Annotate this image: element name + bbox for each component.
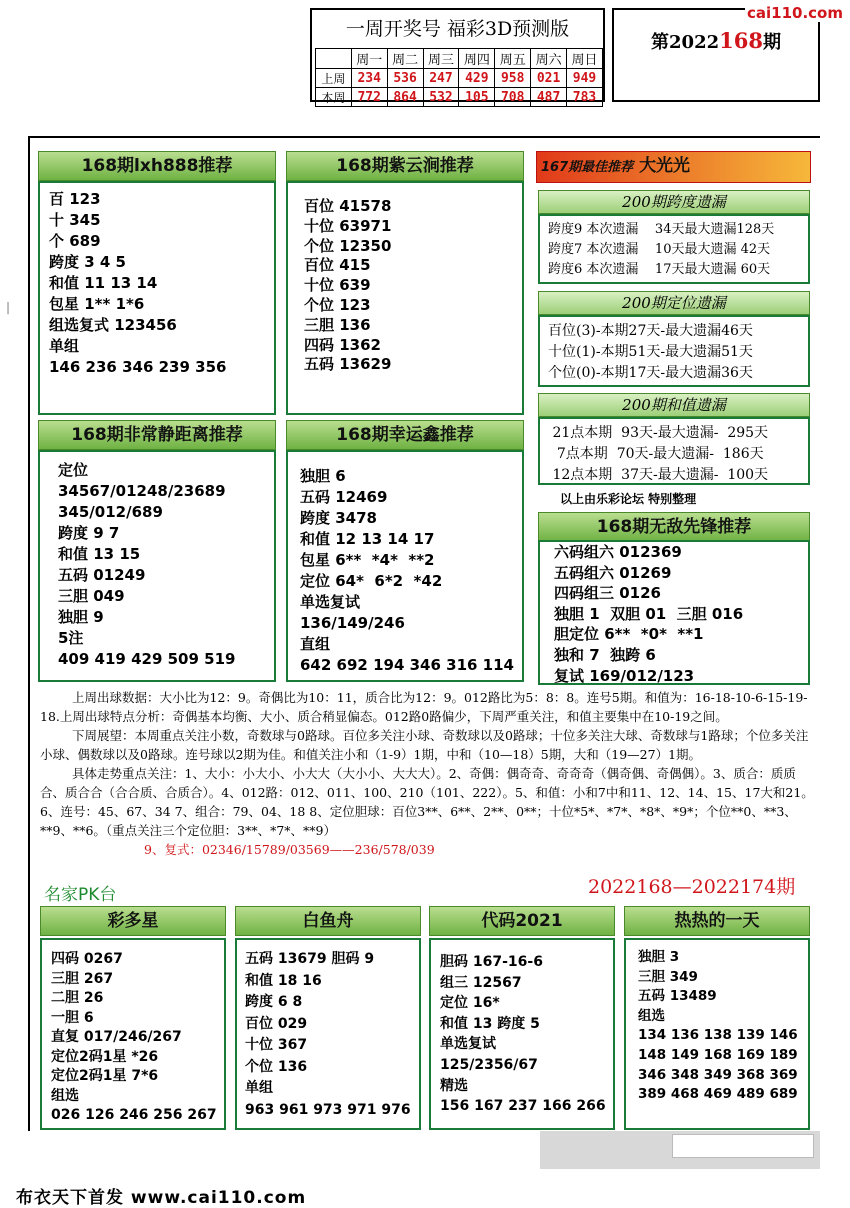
best-recommend-title: 167期最佳推荐 大光光 <box>536 151 811 183</box>
row-label: 本周 <box>316 88 352 107</box>
sum-miss-title: 200期和值遗漏 <box>538 393 810 417</box>
draw-number: 234 <box>351 69 387 88</box>
draw-number: 864 <box>387 88 423 107</box>
draw-number: 949 <box>567 69 603 88</box>
day-header: 周日 <box>567 49 603 69</box>
day-header: 周一 <box>351 49 387 69</box>
credit-note: 以上由乐彩论坛 特别整理 <box>560 492 697 506</box>
panel-content: 六码组六 012369 五码组六 01269 四码组三 0126 独胆 1 双胆 01 三胆 016 胆定位 6** *0* **1 独和 7 独跨 6 复试 169/012/123 <box>538 540 810 685</box>
pk-panel-content: 四码 0267 三胆 267 二胆 26 一胆 6 直复 017/246/267 定位2码1星 *26 定位2码1星 7*6 组选 026 126 246 256 267 <box>40 938 226 1130</box>
day-header: 周四 <box>459 49 495 69</box>
draw-table <box>315 48 603 107</box>
draw-number: 783 <box>567 88 603 107</box>
panel-content: 百 123 十 345 个 689 跨度 3 4 5 和值 11 13 14 包星 1** 1*6 组选复式 123456 单组 146 236 346 239 356 <box>38 181 276 415</box>
draw-number: 772 <box>351 88 387 107</box>
pk-panel-title: 白鱼舟 <box>235 906 421 936</box>
sum-miss-content: 21点本期 93天-最大遗漏- 295天 7点本期 70天-最大遗漏- 186天 12点本期 37天-最大遗漏- 100天 <box>538 417 810 485</box>
panel-content: 独胆 6 五码 12469 跨度 3478 和值 12 13 14 17 包星 6** *4* **2 定位 64* 6*2 *42 单选复试 136/149/246 直组 642 692 194 346 316 114 <box>286 450 524 682</box>
footer-credit: 布衣天下首发 www.cai110.com <box>16 1188 307 1208</box>
draw-number: 105 <box>459 88 495 107</box>
span-miss-content: 跨度9 本次遗漏 34天最大遗漏128天 跨度7 本次遗漏 10天最大遗漏 42天 跨度6 本次遗漏 17天最大遗漏 60天 <box>538 214 810 284</box>
draw-number: 532 <box>423 88 459 107</box>
day-header: 周三 <box>423 49 459 69</box>
analysis-para: 上周出球数据：大小比为12：9。奇偶比为10：11，质合比为12：9。012路比为5：8：8。连号5期。和值为：16-18-10-6-15-19-18.上周出球特点分析：奇偶基本均衡、大小、质合稍显偏态。012路0路偏少，下周严重关注，和值主要集中在10-19之间。 <box>40 690 808 724</box>
panel-title: 168期紫云涧推荐 <box>286 151 524 181</box>
draw-number: 021 <box>531 69 567 88</box>
pk-panel-content: 独胆 3 三胆 349 五码 13489 组选 134 136 138 139 146 148 149 168 169 189 346 348 349 368 369 389 468 469 489 689 <box>624 938 810 1130</box>
issue-number: 168 <box>719 28 763 53</box>
issue-box <box>612 8 820 102</box>
draw-number: 247 <box>423 69 459 88</box>
weekly-draw-box <box>310 8 605 105</box>
position-miss-title: 200期定位遗漏 <box>538 291 810 315</box>
draw-number: 958 <box>495 69 531 88</box>
analysis-text <box>40 688 815 859</box>
pk-panel-title: 热热的一天 <box>624 906 810 936</box>
day-header: 周六 <box>531 49 567 69</box>
draw-number: 429 <box>459 69 495 88</box>
panel-content: 定位 34567/01248/23689 345/012/689 跨度 9 7 和值 13 15 五码 01249 三胆 049 独胆 9 5注 409 419 429 509 519 <box>38 450 276 682</box>
panel-title: 168期无敌先锋推荐 <box>538 512 810 542</box>
analysis-para: 9、复式：02346/15789/03569——236/578/039 <box>144 842 435 857</box>
table-row <box>316 49 603 69</box>
table-row <box>316 88 603 107</box>
edge-mark: | <box>6 300 11 314</box>
draw-number: 487 <box>531 88 567 107</box>
pk-panel-content: 五码 13679 胆码 9 和值 18 16 跨度 6 8 百位 029 十位 367 个位 136 单组 963 961 973 971 976 <box>235 938 421 1130</box>
site-logo[interactable]: cai110.com <box>747 4 843 22</box>
issue-title: 第2022168期 <box>651 28 781 53</box>
table-row <box>316 69 603 88</box>
pk-panel-title: 代码2021 <box>429 906 615 936</box>
analysis-para: 下周展望：本周重点关注小数，奇数球与0路球。百位多关注小球、奇数球以及0路球；十位多关注大球、奇数球与1路球；个位多关注小球、偶数球以及0路球。连号球以2期为佳。和值关注小和（1-9）1期，中和（10—18）5期，大和（19—27）1期。 <box>40 728 809 762</box>
span-miss-title: 200期跨度遗漏 <box>538 190 810 214</box>
pk-section-title: 名家PK台 <box>44 885 117 905</box>
analysis-para: 具体走势重点关注：1、大小：小大小、小大大（大小小、大大大）。2、奇偶：偶奇奇、奇奇奇（偶奇偶、奇偶偶）。3、质合：质质合、质合合（合合质、合质合）。4、012路：012、011、100、210（101、222）。5、和值：小和7中和11、12、14、15、17大和21。6、连号：45、67、34 7、组合：79、04、18 8、定位胆球：百位3**、6**、2**、0**；十位*5*、*7*、*8*、*9*；个位**0、**3、**9、**6。（重点关注三个定位胆：3**、*7*、**9） <box>40 766 814 838</box>
draw-number: 708 <box>495 88 531 107</box>
pk-panel-content: 胆码 167-16-6 组三 12567 定位 16* 和值 13 跨度 5 单选复试 125/2356/67 精选 156 167 237 166 266 <box>429 938 615 1130</box>
panel-title: 168期lxh888推荐 <box>38 151 276 181</box>
panel-title: 168期幸运鑫推荐 <box>286 420 524 450</box>
issue-range: 2022168—2022174期 <box>588 876 796 898</box>
decorative-box <box>672 1134 814 1158</box>
pk-panel-title: 彩多星 <box>40 906 226 936</box>
day-header: 周五 <box>495 49 531 69</box>
weekly-draw-title: 一周开奖号 福彩3D预测版 <box>345 18 570 40</box>
row-label: 上周 <box>316 69 352 88</box>
panel-title: 168期非常静距离推荐 <box>38 420 276 450</box>
position-miss-content: 百位(3)-本期27天-最大遗漏46天 十位(1)-本期51天-最大遗漏51天 个位(0)-本期17天-最大遗漏36天 <box>538 315 810 387</box>
day-header: 周二 <box>387 49 423 69</box>
draw-number: 536 <box>387 69 423 88</box>
panel-content: 百位 41578 十位 63971 个位 12350 百位 415 十位 639 个位 123 三胆 136 四码 1362 五码 13629 <box>286 181 524 415</box>
